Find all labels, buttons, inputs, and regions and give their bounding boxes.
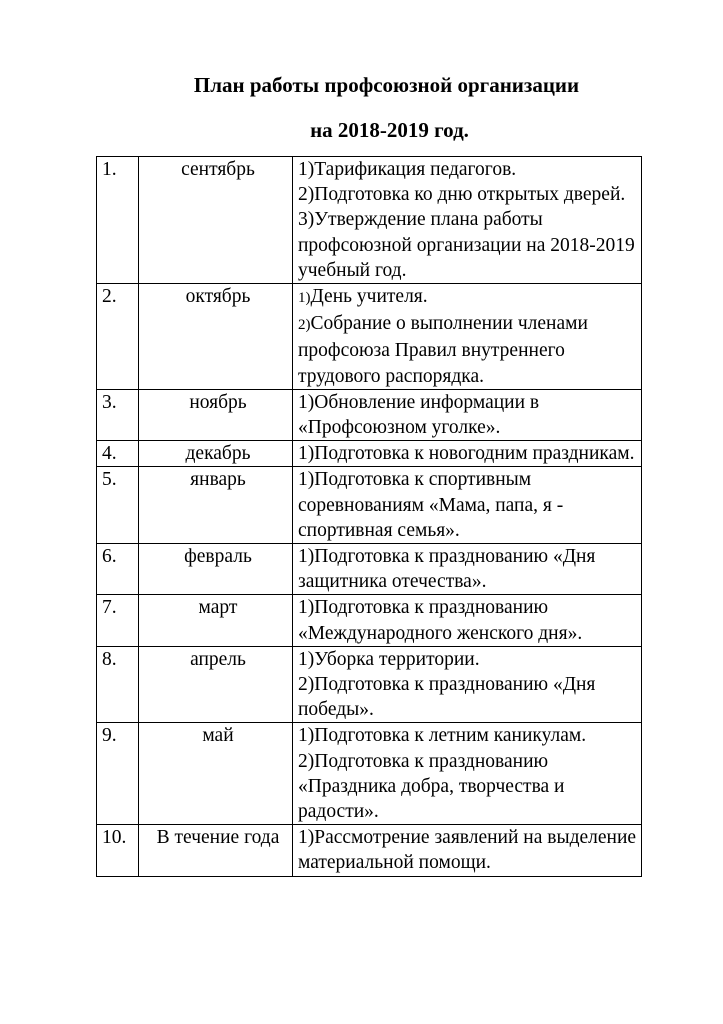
activity-marker: 2) [298,750,315,772]
row-number: 10. [97,825,139,876]
activity-text: Подготовка к летним каникулам. [314,725,587,747]
activity-item [298,284,641,311]
row-month: апрель [139,646,293,723]
table-row [97,595,642,646]
activity-marker: 3) [298,209,315,231]
activity-marker: 1) [298,827,315,849]
activity-marker: 1) [298,725,315,747]
activity-item [298,723,641,748]
row-number: 4. [97,441,139,467]
activity-marker: 2) [298,674,315,696]
row-number: 9. [97,723,139,825]
activity-text: Рассмотрение заявлений на выделение материальной помощи. [298,827,637,874]
row-month: май [139,723,293,825]
activity-marker: 1) [298,469,315,491]
activity-item [298,647,641,672]
row-activities [293,646,642,723]
plan-table [96,156,642,877]
row-month: ноябрь [139,389,293,440]
row-activities [293,441,642,467]
row-activities [293,157,642,284]
row-number: 1. [97,157,139,284]
plan-table-body [97,157,642,877]
row-activities [293,389,642,440]
row-number: 8. [97,646,139,723]
activity-text: Подготовка к празднованию «Дня защитника отечества». [298,546,596,593]
activity-marker: 2) [298,184,315,206]
row-month: февраль [139,544,293,595]
document-title: План работы профсоюзной организации [193,73,580,97]
activity-marker: 1) [298,648,315,670]
activity-item [298,207,641,283]
row-month: январь [139,467,293,544]
activity-text: Тарификация педагогов. [314,159,517,180]
table-row [97,284,642,390]
activity-text: Подготовка к празднованию «Праздника добра, творчества и радости». [298,750,565,823]
table-row [97,389,642,440]
activity-text: Утверждение плана работы профсоюзной организации на 2018-2019 учебный год. [298,209,635,281]
activity-item [298,595,641,645]
table-row [97,646,642,723]
activity-text: Подготовка к спортивным соревнованиям «Мама, папа, я - спортивная семья». [298,469,564,541]
table-row [97,157,642,284]
activity-item [298,311,641,389]
row-month: декабрь [139,441,293,467]
table-row [97,441,642,467]
activity-item [298,672,641,722]
activity-marker: 1) [298,443,315,465]
activity-text: Обновление информации в «Профсоюзном уголке». [298,391,540,439]
activity-item [298,157,641,182]
activity-text: День учителя. [310,286,428,308]
row-number: 2. [97,284,139,390]
activity-text: Подготовка к празднованию «Дня победы». [298,674,596,721]
row-number: 7. [97,595,139,646]
activity-text: Собрание о выполнении членами профсоюза Правил внутреннего трудового распорядка. [298,313,588,387]
activity-item [298,825,641,875]
activity-marker: 1) [298,391,315,413]
row-activities [293,723,642,825]
activity-item [298,749,641,825]
row-month: октябрь [139,284,293,390]
row-month: В течение года [139,825,293,876]
row-activities [293,825,642,876]
table-row [97,825,642,876]
activity-marker: 1) [298,546,315,568]
activity-marker: 2) [298,317,311,334]
activity-item [298,390,641,440]
row-month: сентябрь [139,157,293,284]
activity-text: Подготовка к празднованию «Международного женского дня». [298,597,583,644]
activity-item [298,182,641,207]
document-subtitle: на 2018-2019 год. [310,118,469,142]
row-number: 6. [97,544,139,595]
row-number: 5. [97,467,139,544]
activity-text: Уборка территории. [314,648,480,670]
row-activities [293,284,642,390]
table-row [97,544,642,595]
row-activities [293,467,642,544]
table-row [97,723,642,825]
row-activities [293,544,642,595]
activity-text: Подготовка ко дню открытых дверей. [314,184,626,206]
activity-marker: 1) [298,597,315,619]
activity-item [298,441,641,466]
row-month: март [139,595,293,646]
activity-marker: 1) [298,159,315,180]
table-row [97,467,642,544]
activity-item [298,467,641,543]
activity-item [298,544,641,594]
activity-text: Подготовка к новогодним праздникам. [314,443,635,465]
row-number: 3. [97,389,139,440]
row-activities [293,595,642,646]
activity-marker: 1) [298,290,311,307]
